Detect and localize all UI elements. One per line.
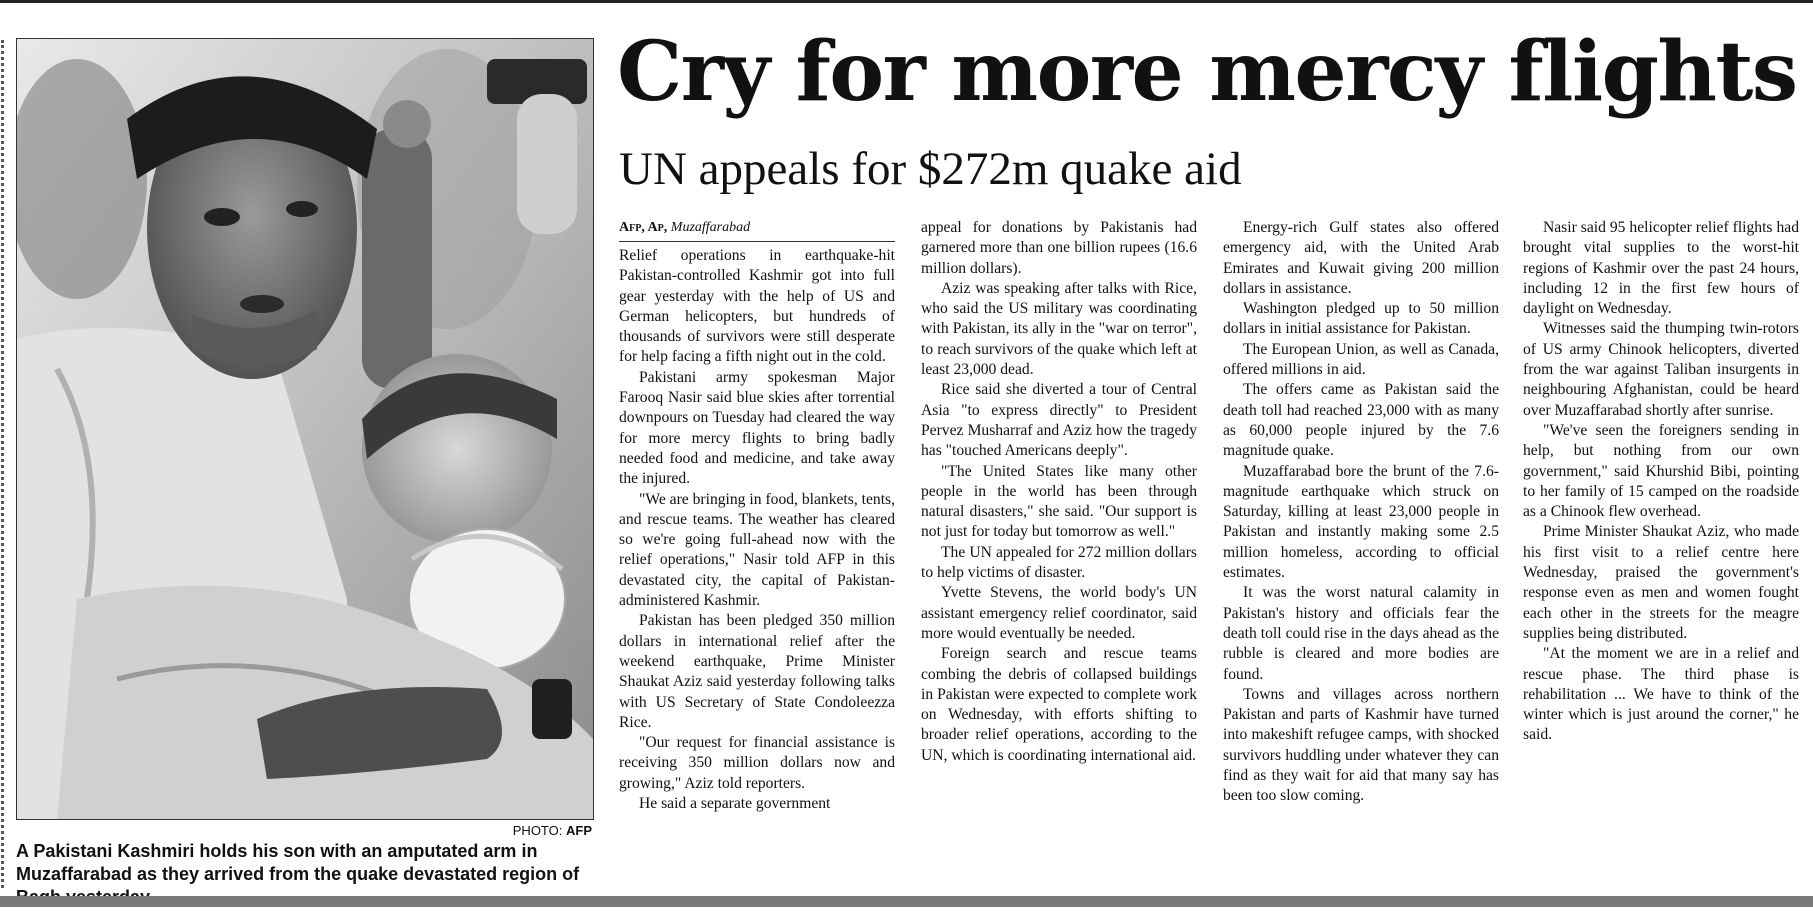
paragraph: Prime Minister Shaukat Aziz, who made his first visit to a relief centre here Wednesday, praised the government's response even as men and women fought each other in the streets for the meagre supplies being distributed. xyxy=(1523,523,1799,642)
article-column-3 xyxy=(1223,218,1499,807)
paragraph: "Our request for financial assistance is receiving 350 million dollars now and growing," Aziz told reporters. xyxy=(619,734,895,792)
subheadline: UN appeals for $272m quake aid xyxy=(619,143,1242,195)
photo-credit xyxy=(16,823,592,838)
paragraph: "The United States like many other people in the world has been through natural disasters," she said. "Our support is not just for today but tomorrow as well." xyxy=(921,462,1197,541)
dotted-margin-rule xyxy=(1,40,4,888)
top-rule xyxy=(0,0,1813,3)
paragraph: Rice said she diverted a tour of Central Asia "to express directly" to President Pervez Musharraf and Aziz how the tragedy has "touched Americans deeply". xyxy=(921,381,1197,460)
paragraph: Pakistan has been pledged 350 million dollars in international relief after the weekend earthquake, Prime Minister Shaukat Aziz said yesterday following talks with US Secretary of State Condoleezza Rice. xyxy=(619,612,895,731)
paragraph: "We've seen the foreigners sending in help, but nothing from our own government," said Khurshid Bibi, pointing to her family of 15 camped on the roadside as a Chinook flew overhead. xyxy=(1523,421,1799,521)
paragraph: Nasir said 95 helicopter relief flights had brought vital supplies to the worst-hit regions of Kashmir over the past 24 hours, including 12 in the first few hours of daylight on Wednesday. xyxy=(1523,219,1799,318)
paragraph: Foreign search and rescue teams combing the debris of collapsed buildings in Pakistan were expected to complete work on Wednesday, with efforts shifting to broader relief operations, according to the UN, which is coordinating international aid. xyxy=(921,645,1197,764)
paragraph: Witnesses said the thumping twin-rotors of US army Chinook helicopters, diverted from the war against Taliban insurgents in neighbouring Afghanistan, could be heard over Muzaffarabad shortly after sunrise. xyxy=(1523,320,1799,419)
article-column-2 xyxy=(921,218,1197,766)
paragraph: Energy-rich Gulf states also offered emergency aid, with the United Arab Emirates and Kuwait giving 200 million dollars in assistance. xyxy=(1223,219,1499,297)
paragraph: Washington pledged up to 50 million dollars in initial assistance for Pakistan. xyxy=(1223,300,1499,338)
news-photo xyxy=(16,38,594,820)
paragraph: He said a separate government xyxy=(639,795,831,813)
paragraph: "We are bringing in food, blankets, tents, and rescue teams. The weather has cleared so we're going full-ahead now with the relief operations," Nasir told AFP in this devastated city, the capital of Pakistan-administered Kashmir. xyxy=(619,490,895,610)
byline xyxy=(619,218,895,242)
photo-credit-label: PHOTO: xyxy=(512,823,563,838)
byline-dateline: Muzaffarabad xyxy=(670,220,751,235)
paragraph: It was the worst natural calamity in Pakistan's history and officials fear the death toll could rise in the days ahead as the rubble is cleared and more bodies are found. xyxy=(1223,584,1499,683)
paragraph: Muzaffarabad bore the brunt of the 7.6-magnitude earthquake which struck on Saturday, killing at least 23,000 people in Pakistan and instantly making some 2.5 million homeless, according to official estimates. xyxy=(1223,462,1499,582)
paragraph: Aziz was speaking after talks with Rice, who said the US military was coordinating with Pakistan, its ally in the "war on terror", to reach survivors of the quake which left at least 23,000 dead. xyxy=(921,279,1197,379)
paragraph: appeal for donations by Pakistanis had garnered more than one billion rupees (16.6 million dollars). xyxy=(921,219,1197,277)
paragraph: Towns and villages across northern Pakistan and parts of Kashmir have turned into makeshift refugee camps, with shocked survivors huddling under whatever they can find as they wait for aid that many say has been too slow coming. xyxy=(1223,685,1499,805)
paragraph: The UN appealed for 272 million dollars to help victims of disaster. xyxy=(921,543,1197,582)
paragraph: Relief operations in earthquake-hit Pakistan-controlled Kashmir got into full gear yesterday with the help of US and German helicopters, but hundreds of thousands of survivors were still desperate for help facing a fifth night out in the cold. xyxy=(619,247,895,366)
article-column-1 xyxy=(619,218,895,814)
photo-caption: A Pakistani Kashmiri holds his son with an amputated arm in Muzaffarabad as they arrived from the quake devastated region of xyxy=(16,841,580,884)
paragraph: The European Union, as well as Canada, offered millions in aid. xyxy=(1223,340,1499,379)
paragraph: Yvette Stevens, the world body's UN assistant emergency relief coordinator, said more would eventually be needed. xyxy=(921,584,1197,642)
photo-credit-source: AFP xyxy=(566,823,592,838)
bottom-rule xyxy=(0,896,1813,907)
paragraph: Pakistani army spokesman Major Farooq Nasir said blue skies after torrential downpours on Tuesday had cleared the way for more mercy flights to bring badly needed food and medicine, and take away the injured. xyxy=(619,368,895,488)
byline-agencies: Afp, Ap, xyxy=(619,220,668,235)
article-column-4 xyxy=(1523,218,1799,746)
paragraph: "At the moment we are in a relief and rescue phase. The third phase is rehabilitation ... We have to think of the winter which is just around the corner," he said. xyxy=(1523,645,1799,744)
paragraph: The offers came as Pakistan said the death toll had reached 23,000 with as many as 60,000 people injured by the 7.6 magnitude quake. xyxy=(1223,381,1499,460)
headline: Cry for more mercy flights xyxy=(617,24,1797,120)
photo-illustration xyxy=(17,39,593,819)
